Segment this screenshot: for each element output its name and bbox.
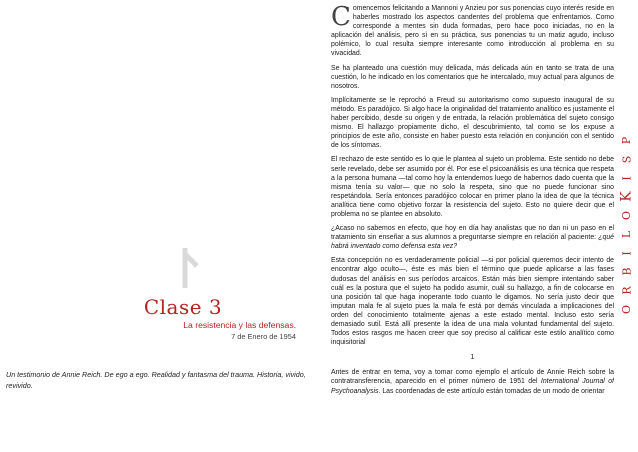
brand-letter-6: L [620,230,634,238]
main-text-column [331,4,614,450]
paragraph-5-question: ¿qué habrá inventado como defensa esta vez? [331,234,614,251]
paragraph-7-text-a: Antes de entrar en tema, voy a tomar como ejemplo el artículo de Annie Reich sobre la contratransferencia, aparecido en el primer número de 1951 del [331,369,614,386]
brand-letter-2: S [620,155,634,164]
page-number: 1 [470,354,475,362]
paragraph-3: Implícitamente se le reprochó a Freud su autoritarismo como supuesto inaugural de su método. Es paradójico. Si algo hace la originalidad del tratamiento analítico es justamente el haber percibido, desde su origen y de entrada, la relación problemática del sujeto consigo mismo. El hallazgo propiamente dicho, el descubrimiento, tal como se los expuse a principios de este año, consiste en haber puesto esta relación en conjunción con el sentido de los síntomas. [331,96,614,150]
brand-letter-5: O [620,211,634,221]
lesson-title: Clase 3 [143,295,223,319]
paragraph-7-text-b: . Las coordenadas de este artículo están tomadas de un modo de orientar [378,387,605,395]
paragraph-5 [331,224,614,251]
lesson-subtitle: La resistencia y las defensas. [183,320,296,330]
paragraph-5-text: ¿Acaso no sabemos en efecto, que hoy en día hay analistas que no dan ni un paso en el tratamiento sin enseñar a sus alumnos a preguntarse siempre en relación al paciente: [331,225,614,242]
lesson-date: 7 de Enero de 1954 [231,332,296,341]
drop-cap: C [331,4,351,32]
paragraph-2: Se ha planteado una cuestión muy delicada, más delicada aún en tanto se trata de una cuestión, lo he indicado en los comentarios que he intercalado, muy actual para algunos de nosotros. [331,64,614,90]
paragraph-6: Esta concepción no es verdaderamente policial —si por policial queremos decir intento de encontrar algo oculto—, éste es más bien el término que puede aplicarse a las fases dudosas del análisis en sus períodos arcaicos. Están más bien siempre intentando saber cuál es la postura que el sujeto ha podido asumir, cuál su hallazgo, a fin de colocarse en una posición tal que haga inoperante todo cuanto le digamos. No sería justo decir que imputan mala fe al sujeto pues la mala fe está por demás vinculada a implicaciones del orden del conocimiento totalmente ajenas a este estado mental. Incluso esto sería demasiado sutil. Está allí presente la idea de una mala voluntad fundamental del sujeto. Todos estos rasgos me hacen creer que soy preciso al calificar este estilo analítico como inquisitorial [331,257,614,347]
brand-letter-9: R [620,286,634,295]
lesson-epigraph: Un testimonio de Annie Reich. De ego a ego. Realidad y fantasma del trauma. Historia, vivido, revivido. [6,370,306,390]
brand-letter-3: I [620,175,634,181]
brand-letter-10: O [620,304,634,314]
vertical-brand-title [619,135,635,315]
paragraph-1 [331,4,614,59]
journal-name: International Journal of Psychoanalysis [331,378,614,395]
brand-letter-8: B [620,267,634,276]
paragraph-1-text: omencemos felicitando a Mannoni y Anzieu por sus ponencias cuyo interés reside en haberles mostrado los aspectos candentes del problema que enfrentamos. Como corresponde a mentes sin duda formadas, pero hace poco iniciadas, no en la aplicación del análisis, pero sí en su práctica, sus ponencias tu un matiz agudo, incluso polémico, lo cual resulta siempre interesante como introducción al problema en su vivacidad. [331,5,614,58]
brand-letter-4: K [618,191,635,203]
paragraph-4: El rechazo de este sentido es lo que le plantea al sujeto un problema. Este sentido no debe serle revelado, debe ser asumido por él. Por ese el psicoanálisis es una técnica que respeta a la persona humana —tal como hoy la entendemos luego de habernos dado cuenta que la misma tenía su valor— que no solo la respeta, sino que no puede funcionar sino respetándola. Sería entonces paradójico colocar en primer plano la idea de que la técnica analítica tiene como objetivo forzar la resistencia del sujeto. Esto no quiere decir que el problema no se plantee en absoluto. [331,156,614,218]
lambda-symbol-icon [176,246,202,290]
brand-letter-7: I [620,250,634,256]
brand-letter-1: P [620,136,634,145]
paragraph-7 [331,368,614,395]
